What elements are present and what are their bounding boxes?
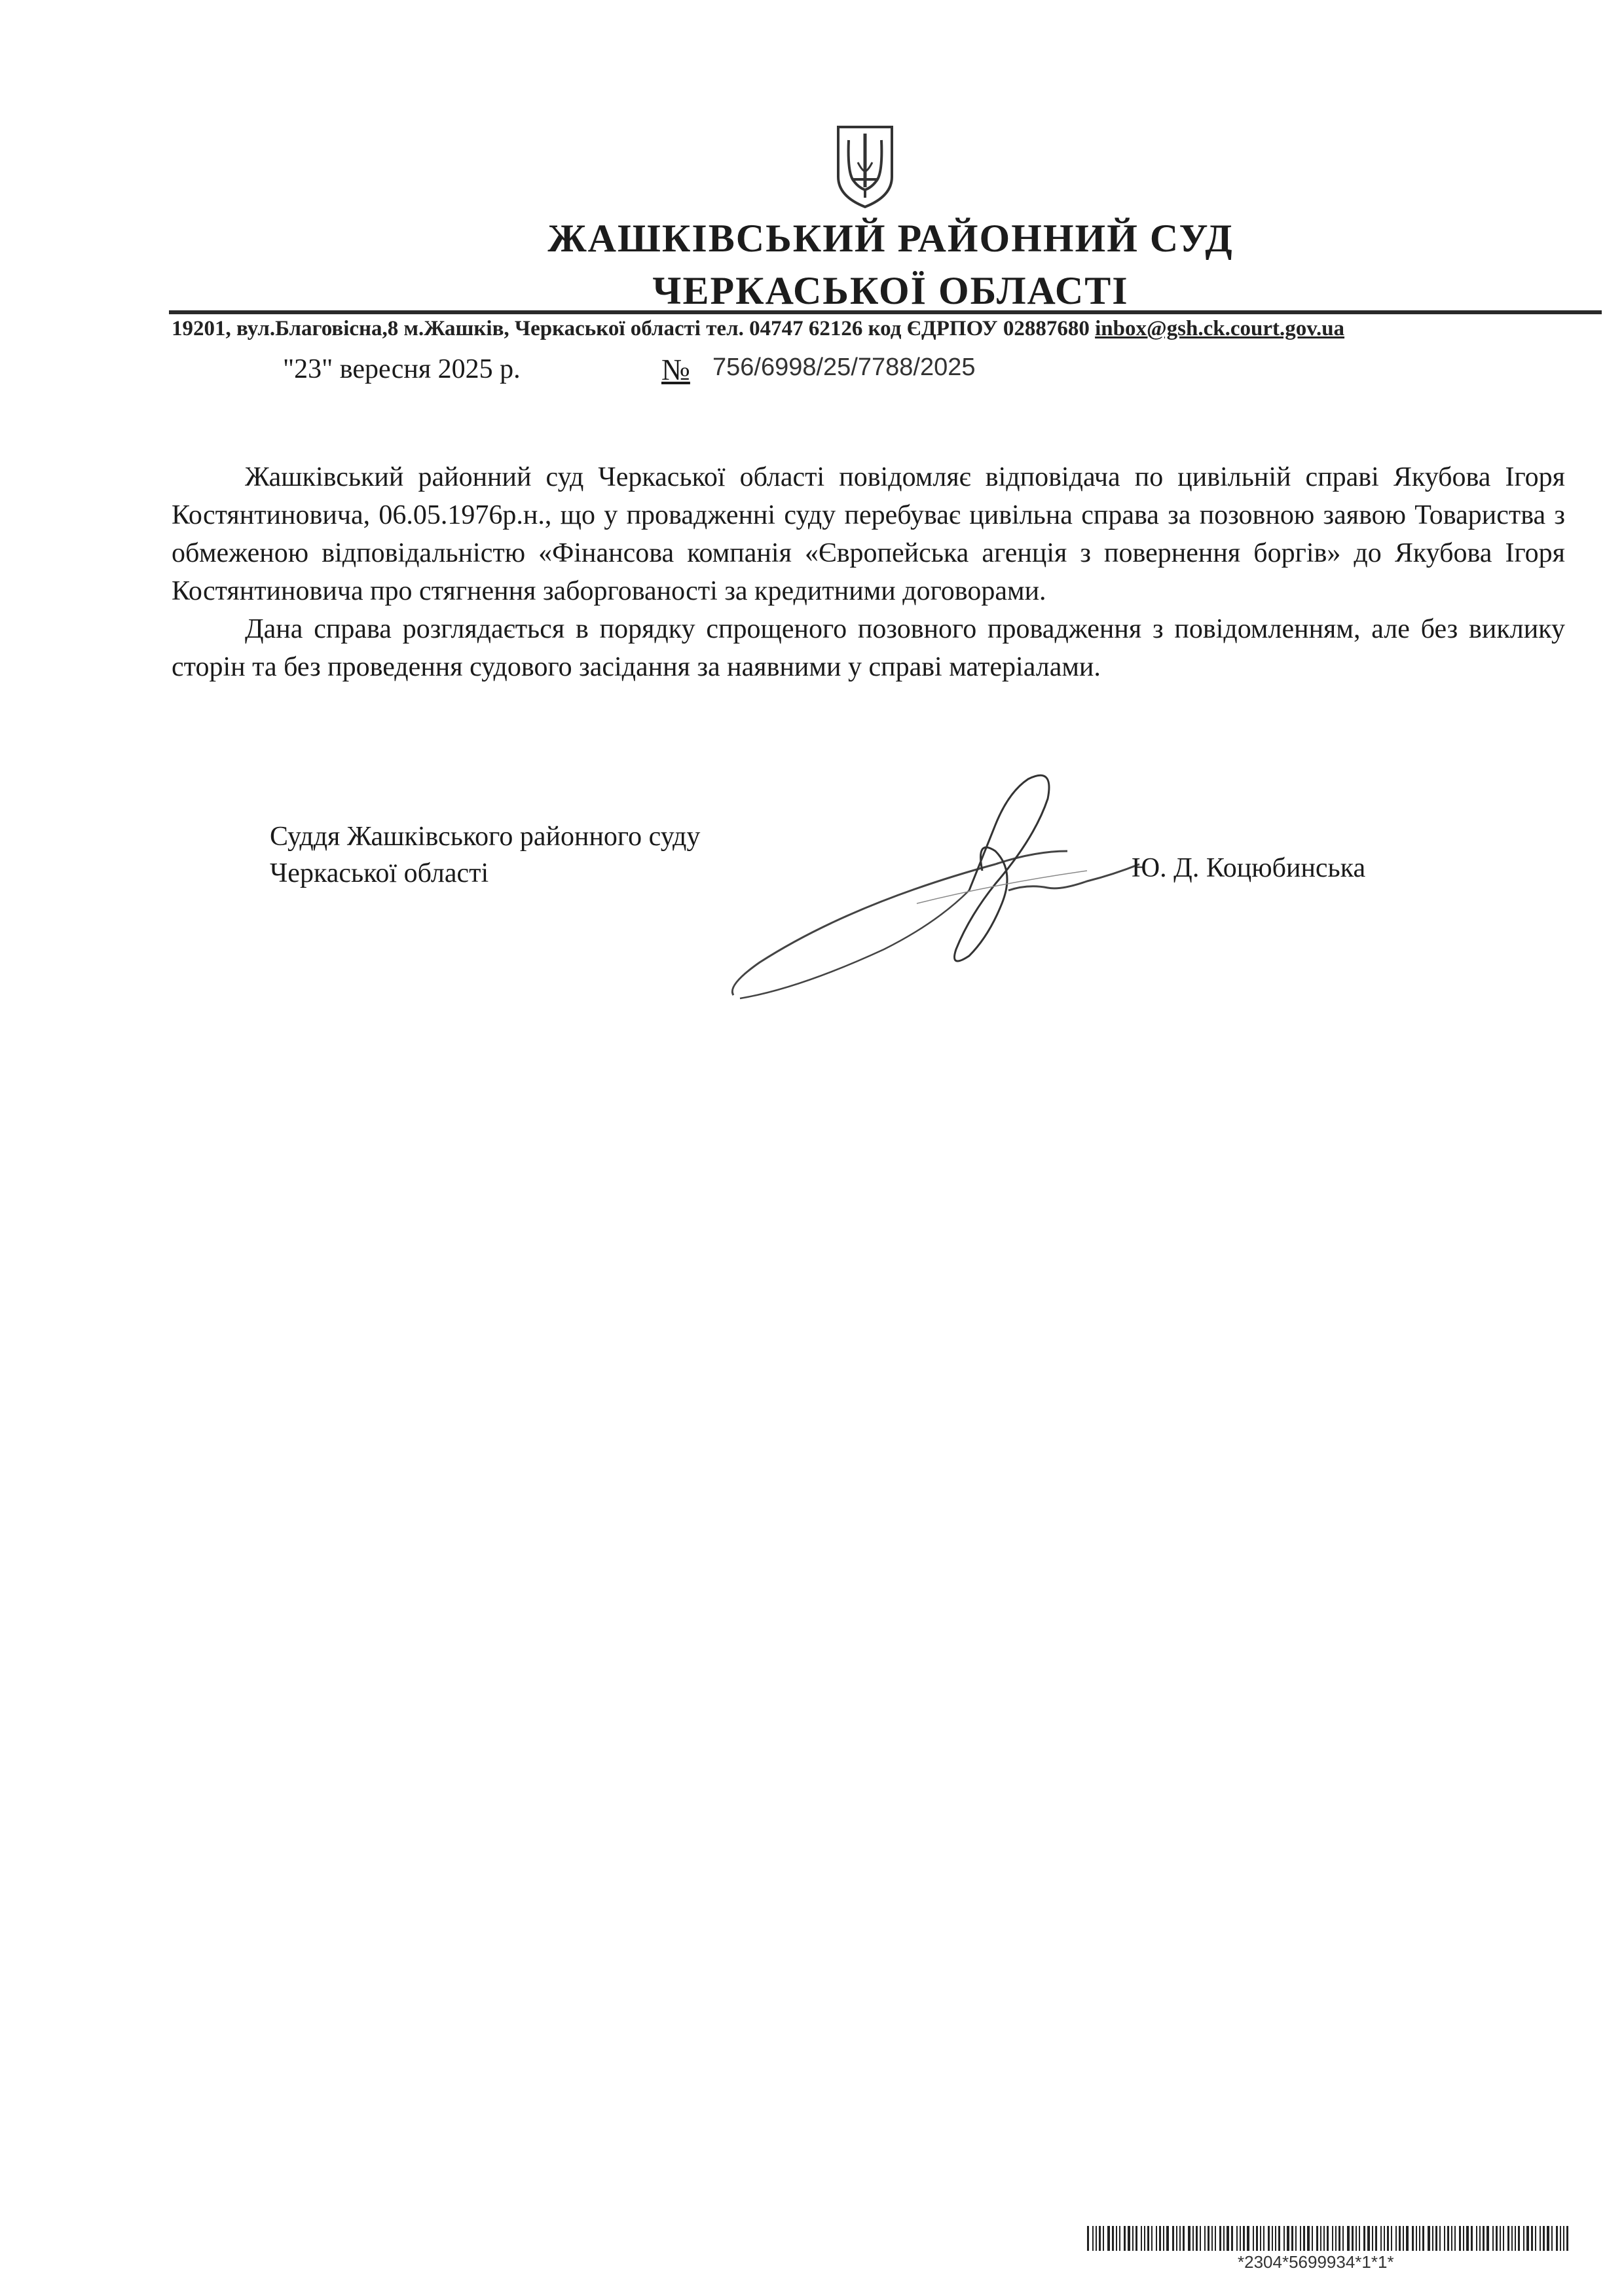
barcode-bar xyxy=(1312,2226,1313,2251)
letter-body xyxy=(172,458,1565,686)
barcode-bar xyxy=(1192,2226,1194,2251)
barcode-bar xyxy=(1260,2226,1261,2251)
court-name-line1: ЖАШКІВСЬКИЙ РАЙОННИЙ СУД xyxy=(547,217,1234,260)
barcode-bar xyxy=(1432,2226,1433,2251)
barcode-bar xyxy=(1183,2226,1185,2251)
barcode-bar xyxy=(1403,2226,1404,2251)
barcode-bar xyxy=(1240,2226,1241,2251)
barcode-bar xyxy=(1444,2226,1445,2251)
barcode-bar xyxy=(1391,2226,1392,2251)
barcode-bar xyxy=(1303,2226,1305,2251)
barcode-bar xyxy=(1451,2226,1452,2251)
barcode-bar xyxy=(1211,2226,1213,2251)
barcode-bar xyxy=(1419,2226,1420,2251)
barcode-bar xyxy=(1380,2226,1382,2251)
barcode-bar xyxy=(1531,2226,1533,2251)
barcode-bar xyxy=(1172,2226,1174,2251)
barcode-bar xyxy=(1253,2226,1254,2251)
judge-name: Ю. Д. Коцюбинська xyxy=(1132,853,1366,883)
barcode-bar xyxy=(1132,2226,1134,2251)
barcode-bar xyxy=(1359,2226,1360,2251)
barcode-bar xyxy=(1215,2226,1216,2251)
barcode-bar xyxy=(1196,2226,1198,2251)
barcode-bar xyxy=(1523,2226,1524,2251)
barcode-bar xyxy=(1352,2226,1354,2251)
barcode-bar xyxy=(1435,2226,1437,2251)
barcode-bar xyxy=(1483,2226,1485,2251)
barcode-bar xyxy=(1447,2226,1449,2251)
barcode-bar xyxy=(1135,2226,1137,2251)
barcode-bar xyxy=(1496,2226,1498,2251)
letter-date: "23" вересня 2025 р. xyxy=(283,354,521,384)
body-paragraph-1: Жашківський районний суд Черкаської області повідомляє відповідача по цивільній справі Якубова Ігоря Костянтиновича, 06.05.1976р.н., що у провадженні суду перебуває цивільна справа за позовною заявою Товариства з обмеженою відповідальністю «Фінансова компанія «Європейська агенція з повернення боргів» до Якубова Ігоря Костянтиновича про стягнення заборгованості за кредитними договорами. xyxy=(172,462,1565,606)
barcode-bar xyxy=(1372,2226,1373,2251)
barcode-bar xyxy=(1466,2226,1469,2251)
barcode-bar xyxy=(1551,2226,1553,2251)
barcode-bar xyxy=(1335,2226,1337,2251)
barcode-bar xyxy=(1342,2226,1344,2251)
barcode-bar xyxy=(1327,2226,1329,2251)
barcode-bar xyxy=(1316,2226,1318,2251)
barcode-bar xyxy=(1395,2226,1397,2251)
barcode-bar xyxy=(1367,2226,1370,2251)
barcode-bar xyxy=(1363,2226,1365,2251)
barcode-bar xyxy=(1375,2226,1377,2251)
barcode-bar xyxy=(1518,2226,1520,2251)
barcode-bar xyxy=(1256,2226,1258,2251)
barcode-bar xyxy=(1338,2226,1340,2251)
barcode-bar xyxy=(1278,2226,1280,2251)
address-text: 19201, вул.Благовісна,8 м.Жашків, Черкаської області тел. 04747 62126 код ЄДРПОУ 02887680 xyxy=(172,317,1096,340)
barcode-bar xyxy=(1347,2226,1350,2251)
barcode-bar xyxy=(1116,2226,1117,2251)
barcode-bar xyxy=(1119,2226,1120,2251)
barcode-bar xyxy=(1500,2226,1501,2251)
handwritten-signature xyxy=(720,753,1179,1015)
barcode-bar xyxy=(1387,2226,1389,2251)
barcode-bar xyxy=(1295,2226,1297,2251)
barcode-bar xyxy=(1320,2226,1321,2251)
barcode-bar xyxy=(1141,2226,1142,2251)
barcode-bar xyxy=(1535,2226,1536,2251)
barcode-bar xyxy=(1159,2226,1161,2251)
barcode-bar xyxy=(1243,2226,1245,2251)
barcode-bar xyxy=(1399,2226,1401,2251)
barcode-bar xyxy=(1543,2226,1545,2251)
barcode-bar xyxy=(1422,2226,1424,2251)
barcode-bar xyxy=(1428,2226,1430,2251)
barcode-bar xyxy=(1416,2226,1417,2251)
barcode-bar xyxy=(1147,2226,1149,2251)
barcode-bar xyxy=(1459,2226,1461,2251)
barcode-bar xyxy=(1208,2226,1209,2251)
email-link[interactable]: inbox@gsh.ck.court.gov.ua xyxy=(1095,317,1345,340)
court-name-line2: ЧЕРКАСЬКОЇ ОБЛАСТІ xyxy=(652,269,1129,312)
barcode xyxy=(1087,2226,1572,2251)
barcode-bar xyxy=(1406,2226,1409,2251)
barcode-bar xyxy=(1112,2226,1114,2251)
barcode-bar xyxy=(1307,2226,1310,2251)
barcode-bar xyxy=(1479,2226,1481,2251)
barcode-bar xyxy=(1356,2226,1357,2251)
barcode-bar xyxy=(1263,2226,1264,2251)
barcode-bar xyxy=(1507,2226,1509,2251)
barcode-bar xyxy=(1287,2226,1289,2251)
barcode-bar xyxy=(1526,2226,1529,2251)
barcode-bar xyxy=(1188,2226,1190,2251)
number-label: № xyxy=(661,353,690,386)
barcode-bar xyxy=(1547,2226,1549,2251)
barcode-bar xyxy=(1219,2226,1221,2251)
barcode-bar xyxy=(1156,2226,1157,2251)
barcode-bar xyxy=(1439,2226,1441,2251)
barcode-bar xyxy=(1511,2226,1513,2251)
barcode-bar xyxy=(1092,2226,1094,2251)
barcode-bar xyxy=(1096,2226,1097,2251)
barcode-bar xyxy=(1200,2226,1201,2251)
barcode-bar xyxy=(1179,2226,1181,2251)
barcode-bar xyxy=(1471,2226,1473,2251)
barcode-bar xyxy=(1151,2226,1153,2251)
barcode-bar xyxy=(1476,2226,1477,2251)
header-divider xyxy=(169,310,1602,314)
barcode-bar xyxy=(1566,2226,1568,2251)
barcode-bar xyxy=(1087,2226,1089,2251)
barcode-bar xyxy=(1563,2226,1564,2251)
barcode-bar xyxy=(1144,2226,1145,2251)
barcode-bar xyxy=(1227,2226,1229,2251)
barcode-bar xyxy=(1223,2226,1225,2251)
judge-title-line1: Суддя Жашківського районного суду xyxy=(270,822,701,852)
barcode-bar xyxy=(1486,2226,1489,2251)
barcode-bar xyxy=(1515,2226,1516,2251)
barcode-bar xyxy=(1412,2226,1414,2251)
barcode-bar xyxy=(1323,2226,1325,2251)
barcode-bar xyxy=(1492,2226,1494,2251)
body-paragraph-2: Дана справа розглядається в порядку спрощеного позовного провадження з повідомленням, але без виклику сторін та без проведення судового засідання за наявними у справі матеріалами. xyxy=(172,614,1565,682)
barcode-bar xyxy=(1268,2226,1270,2251)
barcode-bar xyxy=(1272,2226,1273,2251)
reference-number: 756/6998/25/7788/2025 xyxy=(712,354,976,381)
signature-title xyxy=(270,818,700,892)
barcode-bar xyxy=(1300,2226,1301,2251)
barcode-number: *2304*5699934*1*1* xyxy=(1238,2252,1394,2272)
barcode-bar xyxy=(1384,2226,1385,2251)
barcode-bar xyxy=(1099,2226,1101,2251)
barcode-bar xyxy=(1560,2226,1561,2251)
barcode-bar xyxy=(1540,2226,1541,2251)
barcode-bar xyxy=(1128,2226,1130,2251)
barcode-bar xyxy=(1283,2226,1285,2251)
trident-emblem-icon xyxy=(833,124,897,210)
barcode-bar xyxy=(1236,2226,1238,2251)
barcode-bar xyxy=(1247,2226,1249,2251)
court-address xyxy=(172,317,1344,341)
barcode-bar xyxy=(1463,2226,1464,2251)
barcode-bar xyxy=(1204,2226,1206,2251)
barcode-bar xyxy=(1556,2226,1558,2251)
barcode-bar xyxy=(1176,2226,1177,2251)
barcode-bar xyxy=(1332,2226,1333,2251)
barcode-bar xyxy=(1291,2226,1293,2251)
barcode-bar xyxy=(1503,2226,1504,2251)
barcode-bar xyxy=(1163,2226,1164,2251)
barcode-bar xyxy=(1231,2226,1233,2251)
barcode-bar xyxy=(1124,2226,1126,2251)
judge-title-line2: Черкаської області xyxy=(270,858,489,888)
barcode-bar xyxy=(1107,2226,1110,2251)
barcode-bar xyxy=(1166,2226,1169,2251)
barcode-bar xyxy=(1275,2226,1276,2251)
barcode-bar xyxy=(1103,2226,1104,2251)
barcode-bar xyxy=(1454,2226,1456,2251)
